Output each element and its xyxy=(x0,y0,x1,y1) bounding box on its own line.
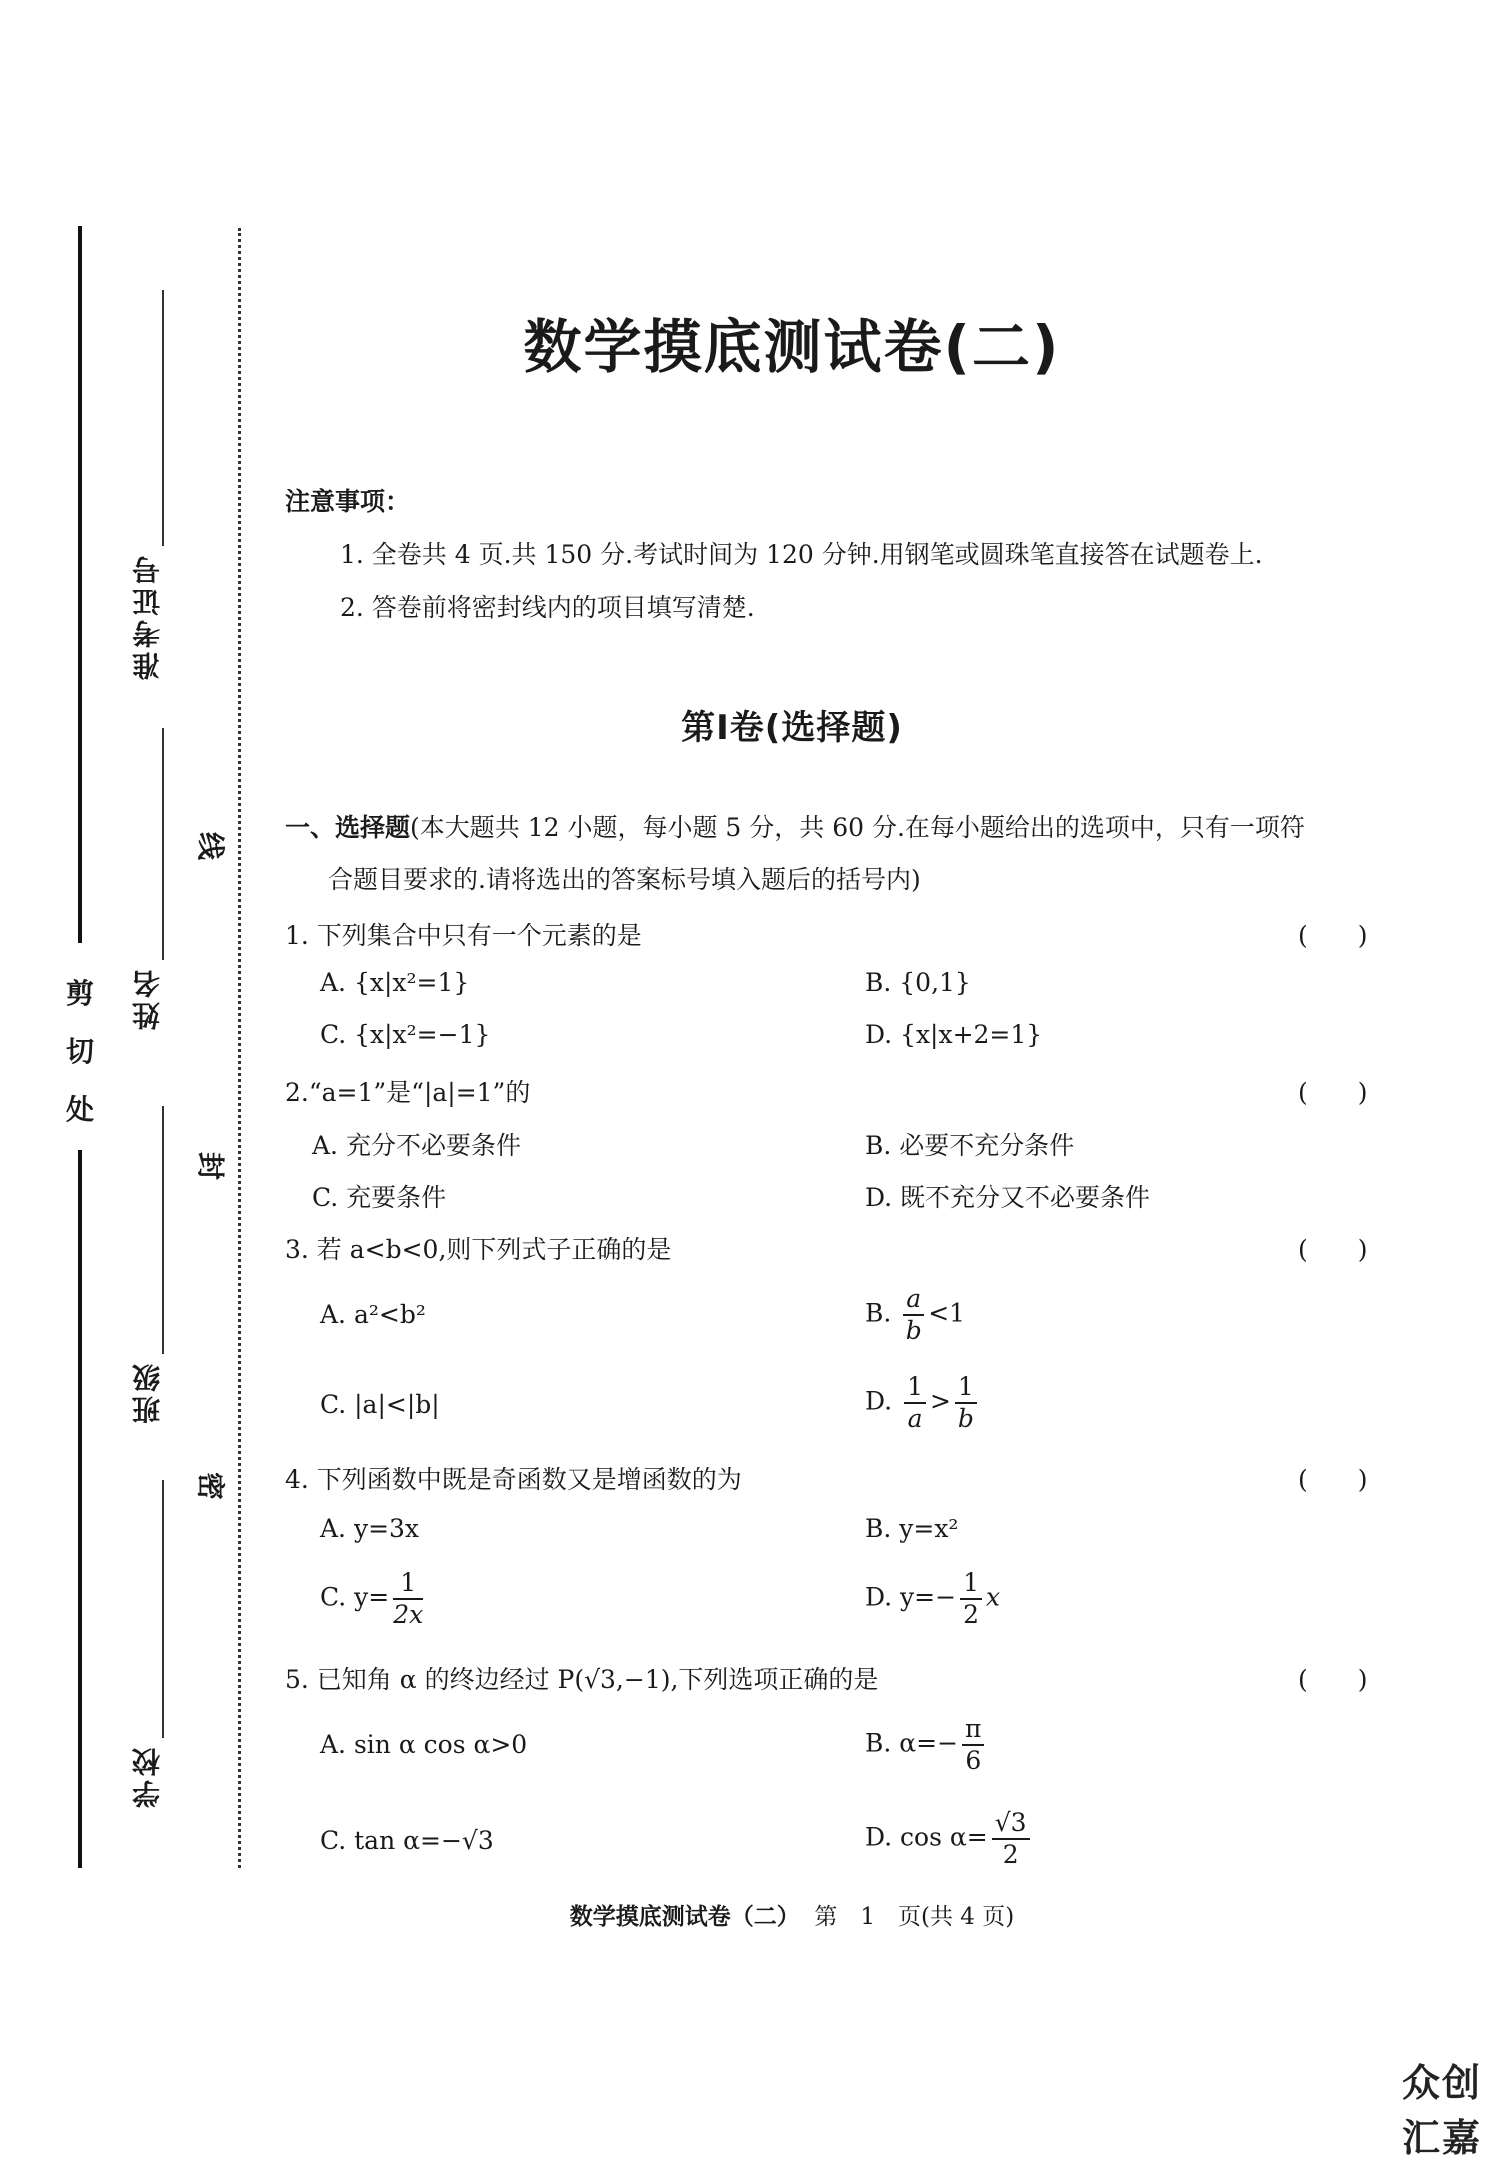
footer-title: 数学摸底测试卷（二） xyxy=(569,1904,800,1930)
question-2-option-c: C. 充要条件 xyxy=(312,1183,447,1212)
question-2-option-b: B. 必要不充分条件 xyxy=(865,1131,1075,1160)
question-1-option-c: C. {x|x²=−1} xyxy=(320,1020,491,1049)
question-1-option-d: D. {x|x+2=1} xyxy=(865,1020,1043,1049)
question-2-option-a: A. 充分不必要条件 xyxy=(312,1131,521,1160)
section-desc-2: 合题目要求的.请将选出的答案标号填入题后的括号内) xyxy=(328,865,921,894)
question-1-answer-paren[interactable]: ( ) xyxy=(1298,921,1368,950)
field-school-line[interactable] xyxy=(162,1480,164,1738)
q4-c-den: 2x xyxy=(393,1600,424,1629)
question-3-option-b xyxy=(865,1284,965,1346)
binding-border-bottom xyxy=(78,1150,82,1868)
q3-b-fraction xyxy=(903,1284,924,1346)
question-5-option-c: C. tan α=−√3 xyxy=(320,1826,494,1855)
question-3-stem: 3. 若 a<b<0,则下列式子正确的是 xyxy=(285,1235,672,1264)
q3-d-den2: b xyxy=(957,1404,974,1433)
notice-item-1: 1. 全卷共 4 页.共 150 分.考试时间为 120 分钟.用钢笔或圆珠笔直接答在试题卷上. xyxy=(340,540,1263,569)
q5-d-den: 2 xyxy=(1002,1840,1019,1869)
cut-label-2: 切 xyxy=(66,1035,95,1068)
q3-b-prefix: B. xyxy=(865,1298,892,1328)
q4-d-den: 2 xyxy=(963,1600,979,1629)
question-5-answer-paren[interactable]: ( ) xyxy=(1298,1665,1368,1694)
q5-b-fraction xyxy=(962,1714,984,1776)
footer-page-number: 第 1 页(共 4 页) xyxy=(814,1904,1015,1930)
field-class-line[interactable] xyxy=(162,1106,164,1354)
seal-label-seal: 封 xyxy=(194,1151,228,1181)
question-5-option-b xyxy=(865,1714,988,1776)
q3-b-num: a xyxy=(903,1284,924,1316)
q4-d-suffix: x xyxy=(985,1582,1001,1612)
q5-b-den: 6 xyxy=(965,1746,982,1775)
q4-d-num: 1 xyxy=(960,1568,982,1600)
q4-d-prefix: D. y=− xyxy=(865,1582,957,1612)
q3-d-fraction-1 xyxy=(904,1372,926,1434)
question-4-option-a: A. y=3x xyxy=(320,1514,420,1543)
part-title: 第Ⅰ卷(选择题) xyxy=(681,708,903,748)
field-exam-number-label: 准考证号 xyxy=(131,552,164,680)
q3-d-num2: 1 xyxy=(955,1372,977,1404)
field-name-label: 姓名 xyxy=(131,966,164,1030)
question-3-option-a: A. a²<b² xyxy=(320,1300,426,1329)
question-2-answer-paren[interactable]: ( ) xyxy=(1298,1078,1368,1107)
section-desc-1: (本大题共 12 小题，每小题 5 分，共 60 分.在每小题给出的选项中，只有一项符 xyxy=(410,813,1305,842)
page-footer xyxy=(0,1898,1504,1931)
question-2-option-d: D. 既不充分又不必要条件 xyxy=(865,1183,1151,1212)
q3-d-fraction-2 xyxy=(955,1372,977,1434)
section-header xyxy=(285,804,1385,852)
q3-d-gt: > xyxy=(929,1386,951,1416)
q3-b-suffix: <1 xyxy=(928,1298,966,1328)
field-school-label: 学校 xyxy=(131,1744,164,1808)
field-name-line[interactable] xyxy=(162,728,164,960)
q5-d-prefix: D. cos α= xyxy=(865,1822,988,1852)
q3-d-prefix: D. xyxy=(865,1386,893,1416)
question-4-option-b: B. y=x² xyxy=(865,1514,959,1543)
cut-label-1: 剪 xyxy=(66,977,95,1010)
notice-item-2: 2. 答卷前将密封线内的项目填写清楚. xyxy=(340,593,755,622)
watermark: 众创汇嘉 xyxy=(1402,2061,1483,2160)
q3-d-num1: 1 xyxy=(904,1372,926,1404)
question-4-stem: 4. 下列函数中既是奇函数又是增函数的为 xyxy=(285,1465,742,1494)
q4-d-fraction xyxy=(960,1568,982,1630)
q5-b-prefix: B. α=− xyxy=(865,1728,959,1758)
notice-heading: 注意事项： xyxy=(285,487,411,516)
question-4-answer-paren[interactable]: ( ) xyxy=(1298,1465,1368,1494)
seal-label-secret: 密 xyxy=(194,1471,228,1501)
question-5-option-d xyxy=(865,1808,1034,1870)
question-4-option-c xyxy=(320,1568,427,1630)
q4-c-num: 1 xyxy=(393,1568,423,1600)
q3-b-den: b xyxy=(905,1316,922,1345)
q5-b-num: π xyxy=(962,1714,984,1746)
seal-dotted-line xyxy=(238,228,241,1868)
question-1-stem: 1. 下列集合中只有一个元素的是 xyxy=(285,921,642,950)
q3-d-den1: a xyxy=(907,1404,923,1433)
cut-label-3: 处 xyxy=(66,1093,95,1126)
question-3-option-c: C. |a|<|b| xyxy=(320,1390,440,1419)
q4-c-fraction xyxy=(393,1568,423,1630)
seal-label-line: 线 xyxy=(194,831,228,861)
question-5-option-a: A. sin α cos α>0 xyxy=(320,1730,528,1759)
q4-c-prefix: C. y= xyxy=(320,1582,390,1612)
q5-d-fraction xyxy=(992,1808,1030,1870)
question-5-stem: 5. 已知角 α 的终边经过 P(√3,−1),下列选项正确的是 xyxy=(285,1665,879,1694)
q5-d-num: √3 xyxy=(992,1808,1030,1840)
question-4-option-d xyxy=(865,1568,1000,1630)
page-title: 数学摸底测试卷(二) xyxy=(523,313,1061,381)
field-class-label: 班级 xyxy=(131,1360,164,1424)
question-1-option-a: A. {x|x²=1} xyxy=(320,968,470,997)
question-3-option-d xyxy=(865,1372,981,1434)
question-2-stem: 2.“a=1”是“|a|=1”的 xyxy=(285,1078,531,1107)
question-3-answer-paren[interactable]: ( ) xyxy=(1298,1235,1368,1264)
section-label: 一、选择题 xyxy=(285,813,411,842)
question-1-option-b: B. {0,1} xyxy=(865,968,971,997)
